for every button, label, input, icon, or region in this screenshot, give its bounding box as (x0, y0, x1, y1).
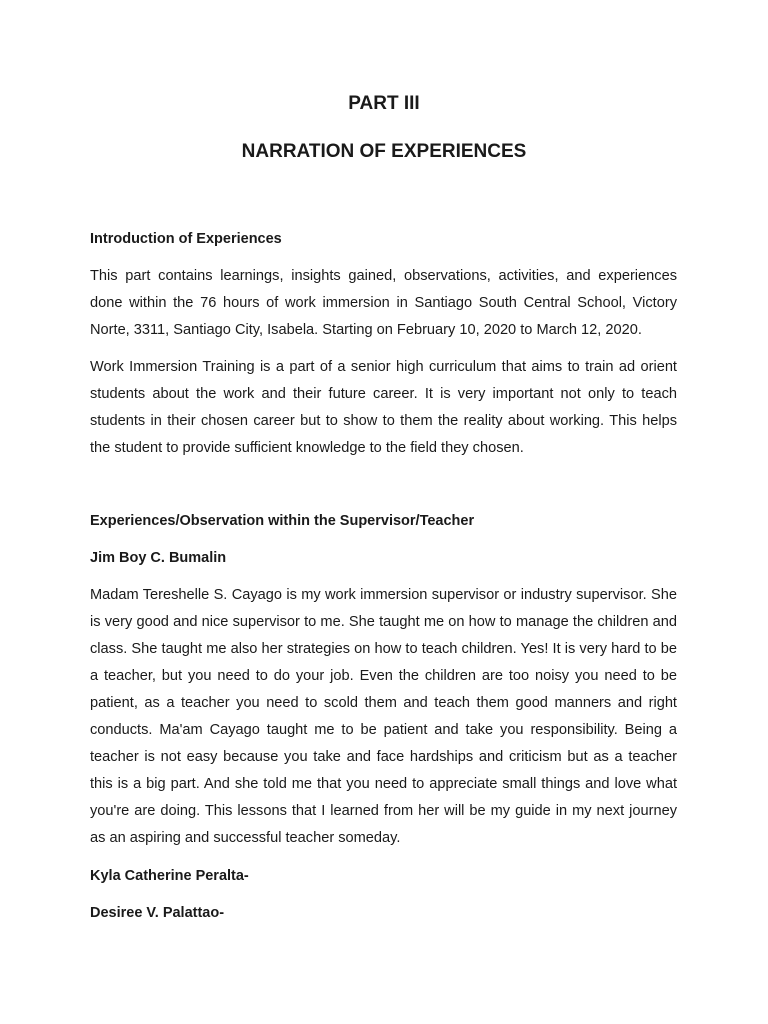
section-title: NARRATION OF EXPERIENCES (241, 141, 527, 162)
person-name-1: Jim Boy C. Bumalin (90, 550, 227, 566)
person-name-2: Kyla Catherine Peralta- (90, 868, 249, 884)
intro-paragraph-2: Work Immersion Training is a part of a senior high curriculum that aims to train ad orient students about the work and their future career. It is very important not only to teach students in their chosen career but to show to them the reality about working. This helps the student to provide sufficient knowledge to the field they chosen. (90, 359, 677, 456)
experiences-heading: Experiences/Observation within the Supervisor/Teacher (90, 513, 475, 529)
part-title: PART III (348, 93, 420, 114)
intro-paragraph-1: This part contains learnings, insights gained, observations, activities, and experiences done within the 76 hours of work immersion in Santiago South Central School, Victory Norte, 3311, Santiago City, Isabela. Starting on February 10, 2020 to March 12, 2020. (90, 268, 677, 338)
person-narrative-1: Madam Tereshelle S. Cayago is my work immersion supervisor or industry supervisor. She is very good and nice supervisor to me. She taught me on how to manage the children and class. She taught me also her strategies on how to teach children. Yes! It is very hard to be a teacher, but you need to do your job. Even the children are too noisy you need to be patient, as a teacher you need to scold them and teach them good manners and right conducts. Ma'am Cayago taught me to be patient and take you responsibility. Being a teacher is not easy because you take and face hardships and criticism but as a teacher this is a big part. And she told me that you need to appreciate small things and love what you're are doing. This lessons that I learned from her will be my guide in my next journey as an aspiring and successful teacher someday. (90, 587, 677, 846)
intro-heading: Introduction of Experiences (90, 231, 282, 247)
person-name-3: Desiree V. Palattao- (90, 905, 225, 921)
